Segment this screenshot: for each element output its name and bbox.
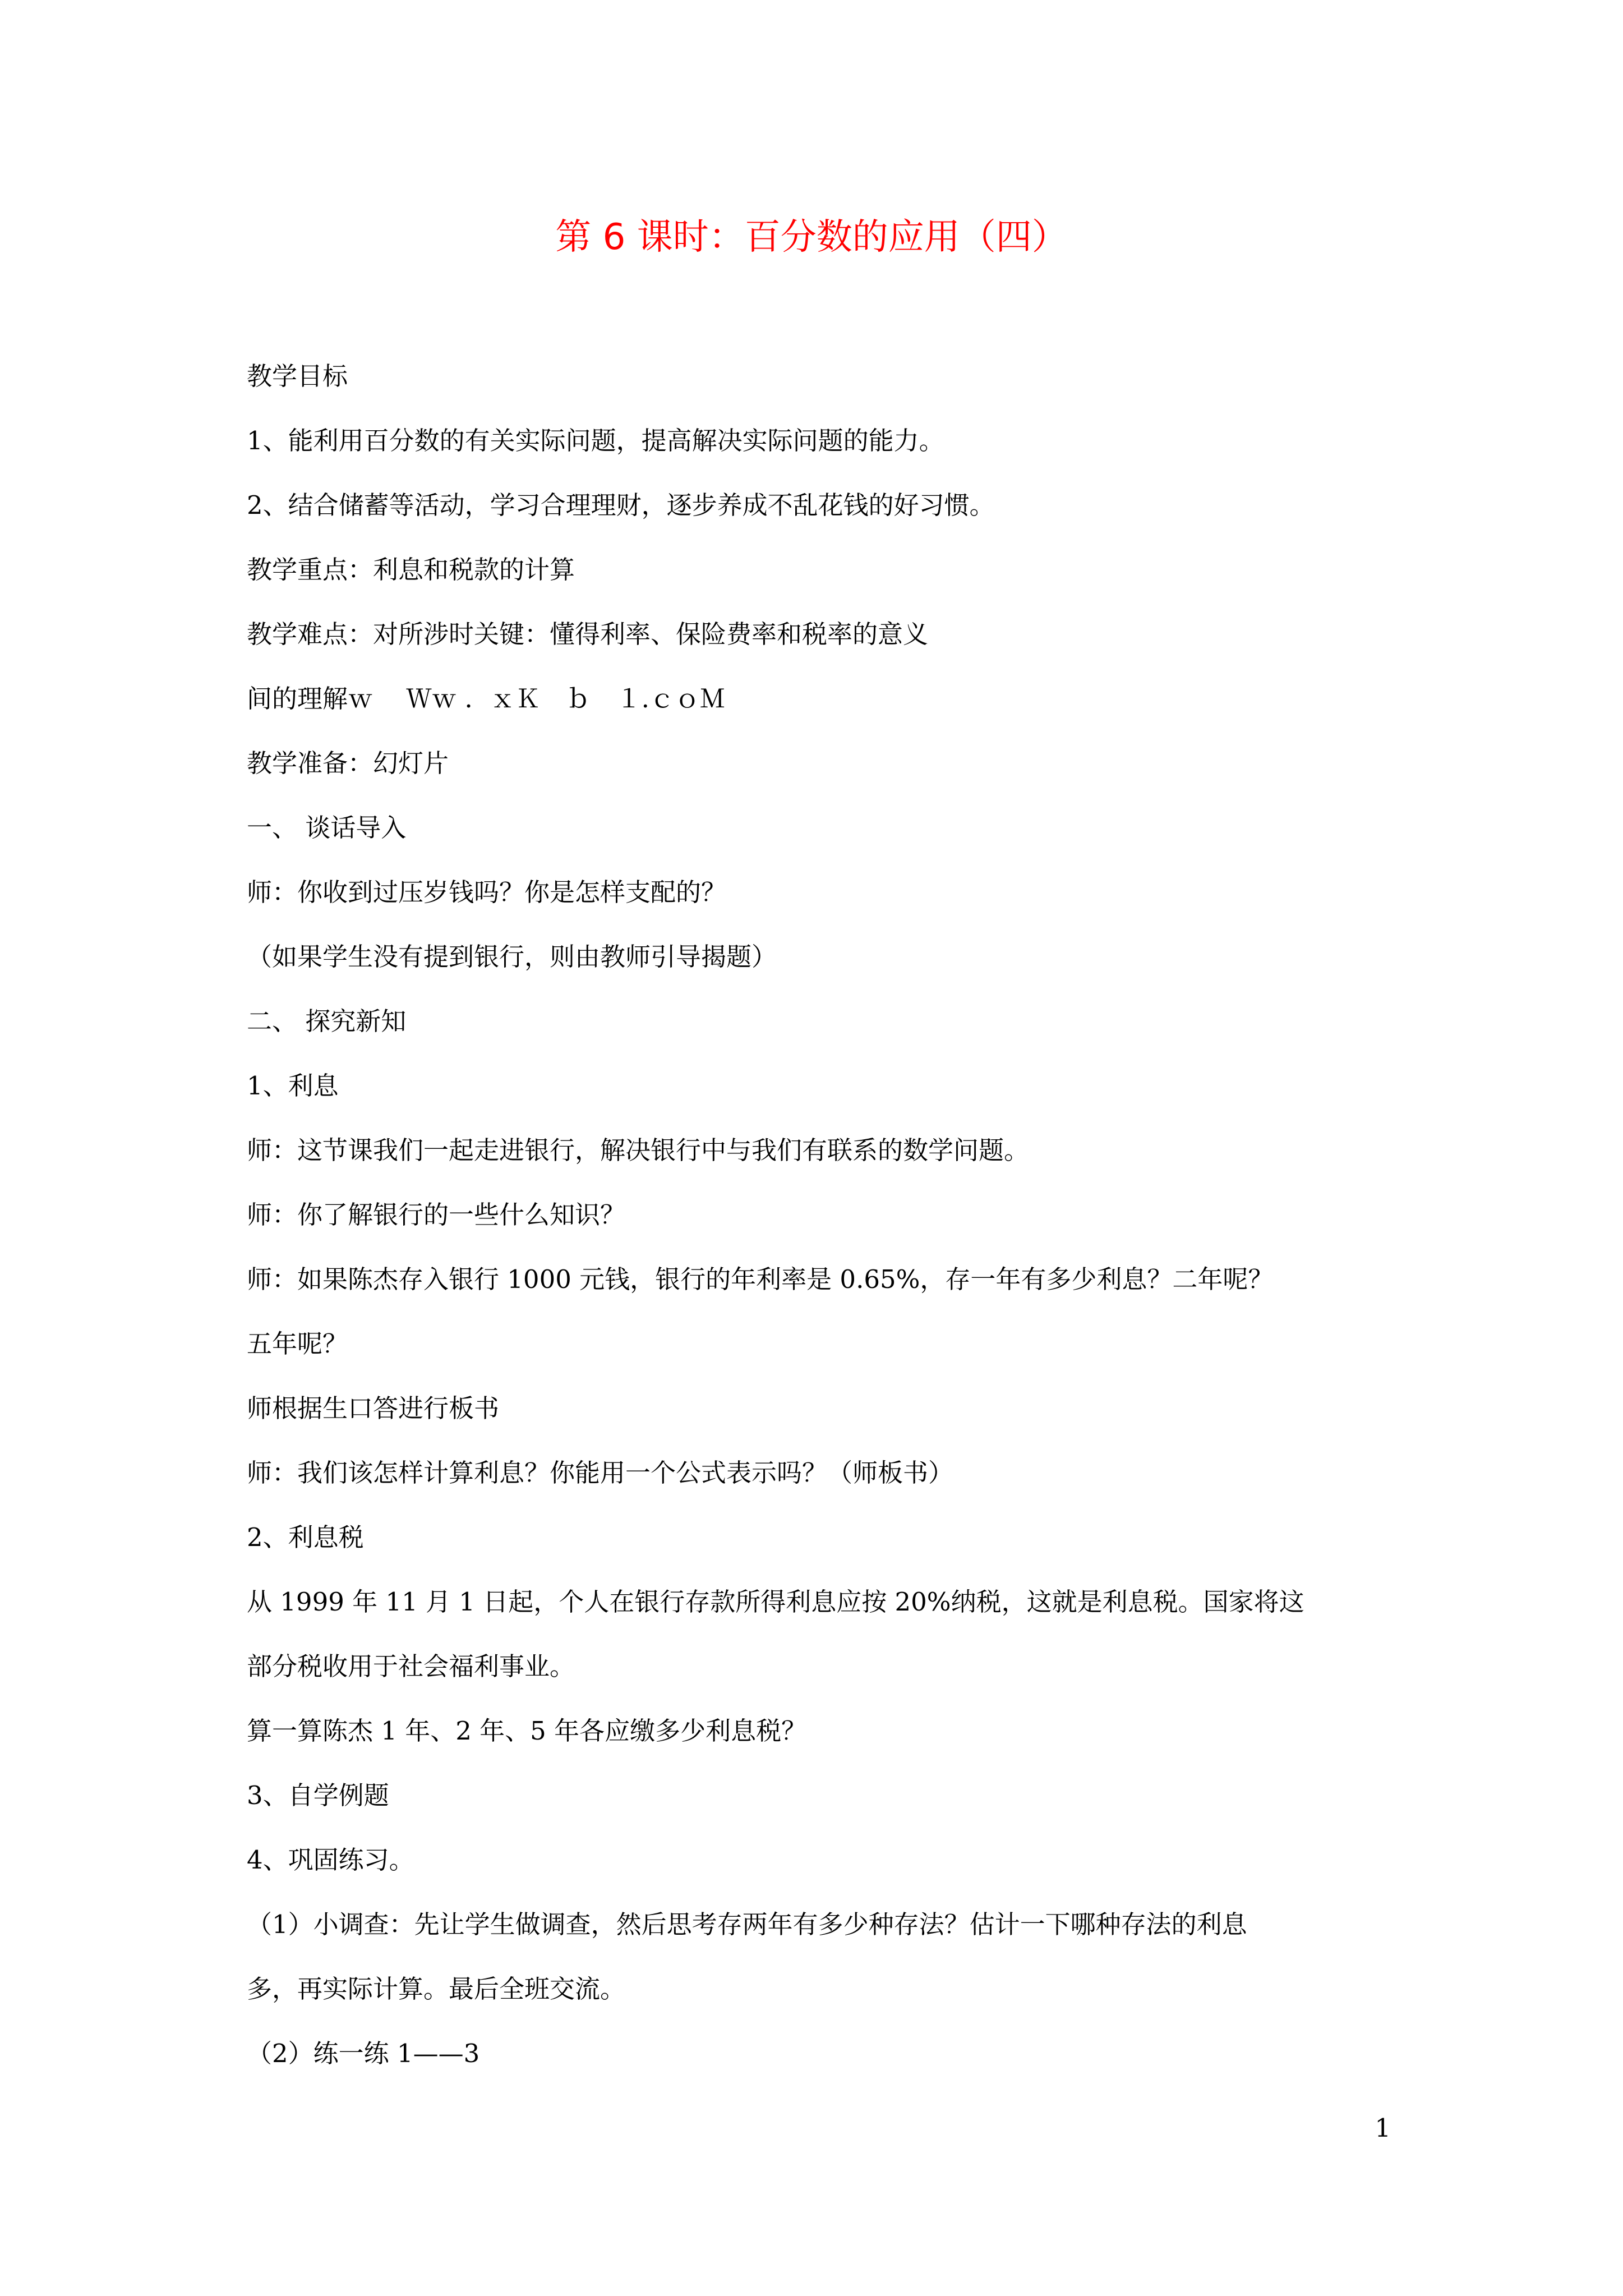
section-heading: 一、 谈话导入 bbox=[247, 813, 407, 843]
text-line: 师：我们该怎样计算利息？你能用一个公式表示吗？（师板书） bbox=[247, 1458, 954, 1488]
text-line: 师：如果陈杰存入银行 1000 元钱，银行的年利率是 0.65%，存一年有多少利息？二年呢？ bbox=[247, 1264, 1274, 1294]
text-line: 多，再实际计算。最后全班交流。 bbox=[247, 1974, 626, 2004]
text-line: 师：这节课我们一起走进银行，解决银行中与我们有联系的数学问题。 bbox=[247, 1135, 1030, 1165]
text-line: 2、结合储蓄等活动，学习合理理财，逐步养成不乱花钱的好习惯。 bbox=[247, 490, 995, 520]
text-line: 教学准备：幻灯片 bbox=[247, 748, 449, 778]
text-line: 师：你了解银行的一些什么知识？ bbox=[247, 1200, 626, 1230]
subsection-heading: 2、利息税 bbox=[247, 1522, 364, 1552]
text-line: 师根据生口答进行板书 bbox=[247, 1393, 500, 1423]
text-line: 五年呢？ bbox=[247, 1329, 348, 1359]
document-body bbox=[247, 360, 1387, 2102]
page-number: 1 bbox=[1375, 2113, 1391, 2143]
text-line: （1）小调查：先让学生做调查，然后思考存两年有多少种存法？估计一下哪种存法的利息 bbox=[247, 1910, 1247, 1939]
text-line: 教学目标 bbox=[247, 361, 348, 391]
text-line: 教学重点：利息和税款的计算 bbox=[247, 555, 575, 585]
text-line: （如果学生没有提到银行，则由教师引导揭题） bbox=[247, 942, 777, 972]
text-line: 算一算陈杰 1 年、2 年、5 年各应缴多少利息税？ bbox=[247, 1716, 807, 1746]
section-heading: 二、 探究新知 bbox=[247, 1006, 407, 1036]
text-line: 从 1999 年 11 月 1 日起，个人在银行存款所得利息应按 20%纳税，这就是利息税。国家将这 bbox=[247, 1587, 1304, 1617]
text-line: 1、能利用百分数的有关实际问题，提高解决实际问题的能力。 bbox=[247, 426, 944, 455]
text-line: （2）练一练 1——3 bbox=[247, 2039, 480, 2068]
page-title: 第 6 课时：百分数的应用（四） bbox=[555, 217, 1068, 258]
subsection-heading: 3、自学例题 bbox=[247, 1780, 389, 1810]
text-line: 间的理解ｗ Ｗｗ ．ｘＫ ｂ １.ｃｏＭ bbox=[247, 684, 725, 714]
text-line: 师：你收到过压岁钱吗？你是怎样支配的？ bbox=[247, 877, 727, 907]
text-line: 部分税收用于社会福利事业。 bbox=[247, 1651, 575, 1681]
text-line: 教学难点：对所涉时关键：懂得利率、保险费率和税率的意义 bbox=[247, 619, 929, 649]
subsection-heading: 1、利息 bbox=[247, 1071, 339, 1101]
subsection-heading: 4、巩固练习。 bbox=[247, 1845, 414, 1875]
